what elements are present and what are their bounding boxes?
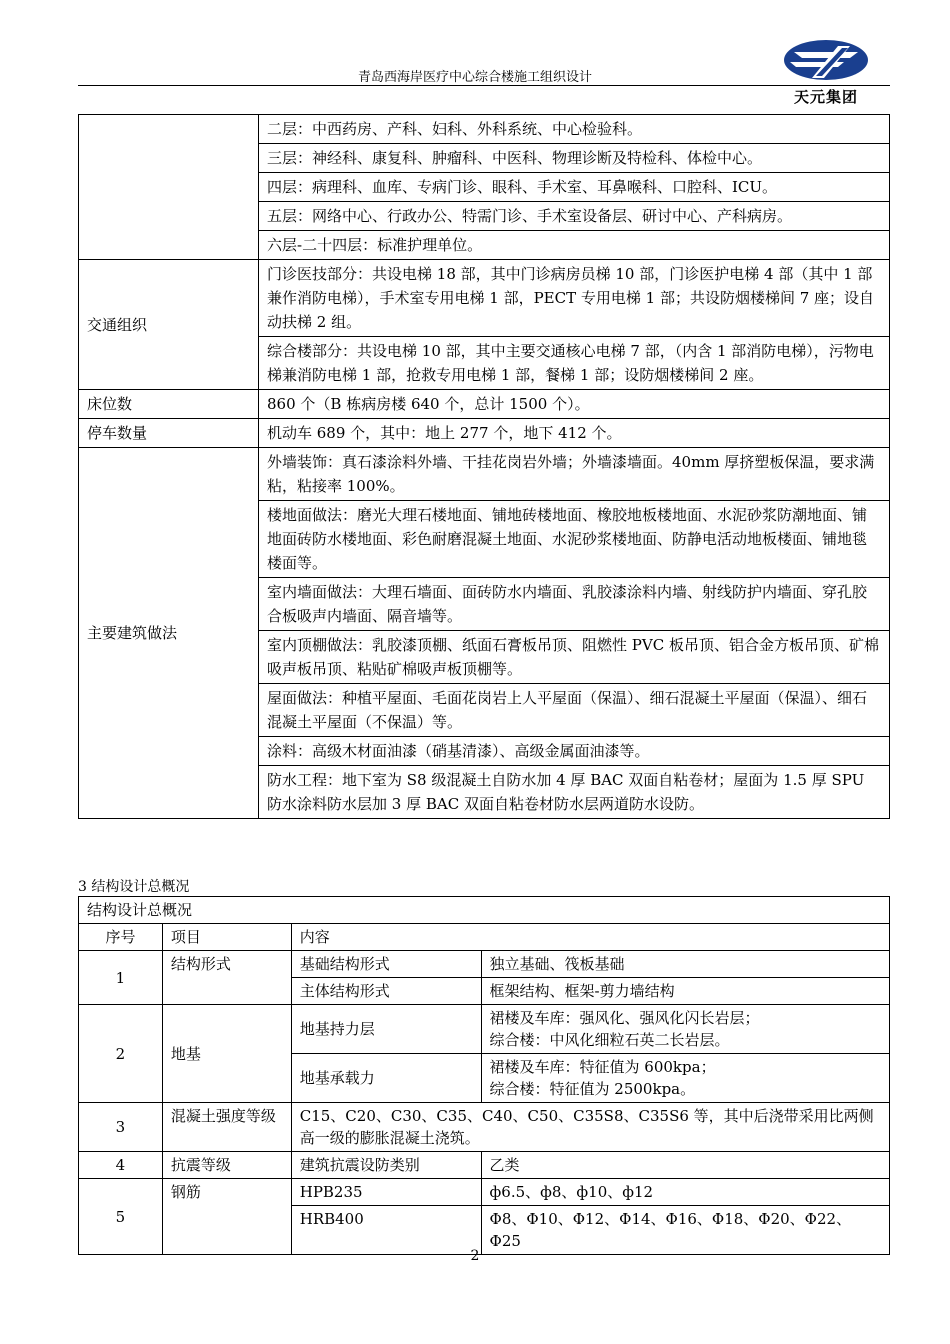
- table-header-row: [79, 924, 890, 951]
- col-header-no: 序号: [79, 924, 163, 951]
- content-key: 地基承载力: [291, 1054, 481, 1103]
- content-value: ф6.5、ф8、ф10、ф12: [481, 1179, 889, 1206]
- logo-icon: [780, 38, 872, 88]
- beds-label: 床位数: [79, 390, 259, 419]
- col-header-content: 内容: [291, 924, 889, 951]
- parking-label: 停车数量: [79, 419, 259, 448]
- table-row: [79, 1103, 890, 1152]
- content-value: Φ8、Φ10、Φ12、Φ14、Φ16、Φ18、Φ20、Φ22、Φ25: [481, 1206, 889, 1255]
- content-line: 综合楼：特征值为 2500kpa。: [489, 1080, 696, 1098]
- content-value: [481, 1005, 889, 1054]
- row-item: 地基: [162, 1005, 291, 1103]
- content-line: 裙楼及车库：强风化、强风化闪长岩层；: [489, 1009, 760, 1027]
- parking-value: 机动车 689 个，其中：地上 277 个，地下 412 个。: [259, 419, 890, 448]
- floors-label-cell: [79, 115, 259, 260]
- header-title: 青岛西海岸医疗中心综合楼施工组织设计: [357, 70, 592, 85]
- table-title-row: [79, 897, 890, 924]
- content-key: 建筑抗震设防类别: [291, 1152, 481, 1179]
- content-key: HPB235: [291, 1179, 481, 1206]
- content-value: 乙类: [481, 1152, 889, 1179]
- table-row: [79, 1005, 890, 1054]
- section-heading: 3 结构设计总概况: [78, 879, 190, 895]
- table-row: [79, 448, 890, 501]
- col-header-item: 项目: [162, 924, 291, 951]
- roof-cell: 屋面做法：种植平屋面、毛面花岗岩上人平屋面（保温）、细石混凝土平屋面（保温）、细石混凝土平屋面（不保温）等。: [259, 684, 890, 737]
- table-title: 结构设计总概况: [79, 897, 890, 924]
- paint-cell: 涂料：高级木材面油漆（硝基清漆）、高级金属面油漆等。: [259, 737, 890, 766]
- waterproofing-cell: 防水工程：地下室为 S8 级混凝土自防水加 4 厚 BAC 双面自粘卷材；屋面为 1.5 厚 SPU 防水涂料防水层加 3 厚 BAC 双面自粘卷材防水层两道防水设防。: [259, 766, 890, 819]
- traffic-label: 交通组织: [79, 260, 259, 390]
- table-row: [79, 419, 890, 448]
- content-key: HRB400: [291, 1206, 481, 1255]
- table-row: [79, 115, 890, 144]
- structure-overview-table: [78, 896, 890, 1255]
- content-value: [481, 1054, 889, 1103]
- floor-6-24-cell: 六层-二十四层：标准护理单位。: [259, 231, 890, 260]
- floor-2-cell: 二层：中西药房、产科、妇科、外科系统、中心检验科。: [259, 115, 890, 144]
- exterior-wall-cell: 外墙装饰：真石漆涂料外墙、干挂花岗岩外墙；外墙漆墙面。40mm 厚挤塑板保温，要求满粘，粘接率 100%。: [259, 448, 890, 501]
- building-overview-table: [78, 114, 890, 819]
- page-number: 2: [470, 1248, 480, 1264]
- content-key: 主体结构形式: [291, 978, 481, 1005]
- table-row: [79, 951, 890, 978]
- floor-3-cell: 三层：神经科、康复科、肿瘤科、中医科、物理诊断及特检科、体检中心。: [259, 144, 890, 173]
- table-row: [79, 390, 890, 419]
- architecture-label: 主要建筑做法: [79, 448, 259, 819]
- traffic-outpatient-cell: 门诊医技部分：共设电梯 18 部，其中门诊病房员梯 10 部，门诊医护电梯 4 部（其中 1 部兼作消防电梯），手术室专用电梯 1 部，PECT 专用电梯 1 部；共设防烟楼梯间 7 座；设自动扶梯 2 组。: [259, 260, 890, 337]
- beds-value: 860 个（B 栋病房楼 640 个，总计 1500 个）。: [259, 390, 890, 419]
- header-rule: [78, 85, 890, 86]
- floor-4-cell: 四层：病理科、血库、专病门诊、眼科、手术室、耳鼻喉科、口腔科、ICU。: [259, 173, 890, 202]
- row-item: 钢筋: [162, 1179, 291, 1255]
- floor-5-cell: 五层：网络中心、行政办公、特需门诊、手术室设备层、研讨中心、产科病房。: [259, 202, 890, 231]
- traffic-main-building-cell: 综合楼部分：共设电梯 10 部，其中主要交通核心电梯 7 部，（内含 1 部消防电梯），污物电梯兼消防电梯 1 部，抢救专用电梯 1 部，餐梯 1 部；设防烟楼梯间 2 座。: [259, 337, 890, 390]
- content-key: 地基持力层: [291, 1005, 481, 1054]
- row-number: 5: [79, 1179, 163, 1255]
- content-value: 框架结构、框架-剪力墙结构: [481, 978, 889, 1005]
- row-item: 结构形式: [162, 951, 291, 1005]
- content-line: 综合楼：中风化细粒石英二长岩层。: [489, 1031, 730, 1049]
- table-row: [79, 1152, 890, 1179]
- row-item: 抗震等级: [162, 1152, 291, 1179]
- content-line: 裙楼及车库：特征值为 600kpa；: [489, 1058, 716, 1076]
- ceiling-cell: 室内顶棚做法：乳胶漆顶棚、纸面石膏板吊顶、阻燃性 PVC 板吊顶、铝合金方板吊顶、矿棉吸声板吊顶、粘贴矿棉吸声板顶棚等。: [259, 631, 890, 684]
- interior-wall-cell: 室内墙面做法：大理石墙面、面砖防水内墙面、乳胶漆涂料内墙、射线防护内墙面、穿孔胶合板吸声内墙面、隔音墙等。: [259, 578, 890, 631]
- row-item: 混凝土强度等级: [162, 1103, 291, 1152]
- logo-text: 天元集团: [793, 88, 858, 106]
- content-key: 基础结构形式: [291, 951, 481, 978]
- row-number: 3: [79, 1103, 163, 1152]
- row-number: 2: [79, 1005, 163, 1103]
- row-number: 4: [79, 1152, 163, 1179]
- content-value: 独立基础、筏板基础: [481, 951, 889, 978]
- table-row: [79, 260, 890, 337]
- table-row: [79, 1179, 890, 1206]
- content-value: C15、C20、C30、C35、C40、C50、C35S8、C35S6 等，其中后浇带采用比两侧高一级的膨胀混凝土浇筑。: [291, 1103, 889, 1152]
- row-number: 1: [79, 951, 163, 1005]
- floor-finish-cell: 楼地面做法：磨光大理石楼地面、铺地砖楼地面、橡胶地板楼地面、水泥砂浆防潮地面、铺地面砖防水楼地面、彩色耐磨混凝土地面、水泥砂浆楼地面、防静电活动地板楼面、铺地毯楼面等。: [259, 501, 890, 578]
- company-logo: [780, 38, 872, 106]
